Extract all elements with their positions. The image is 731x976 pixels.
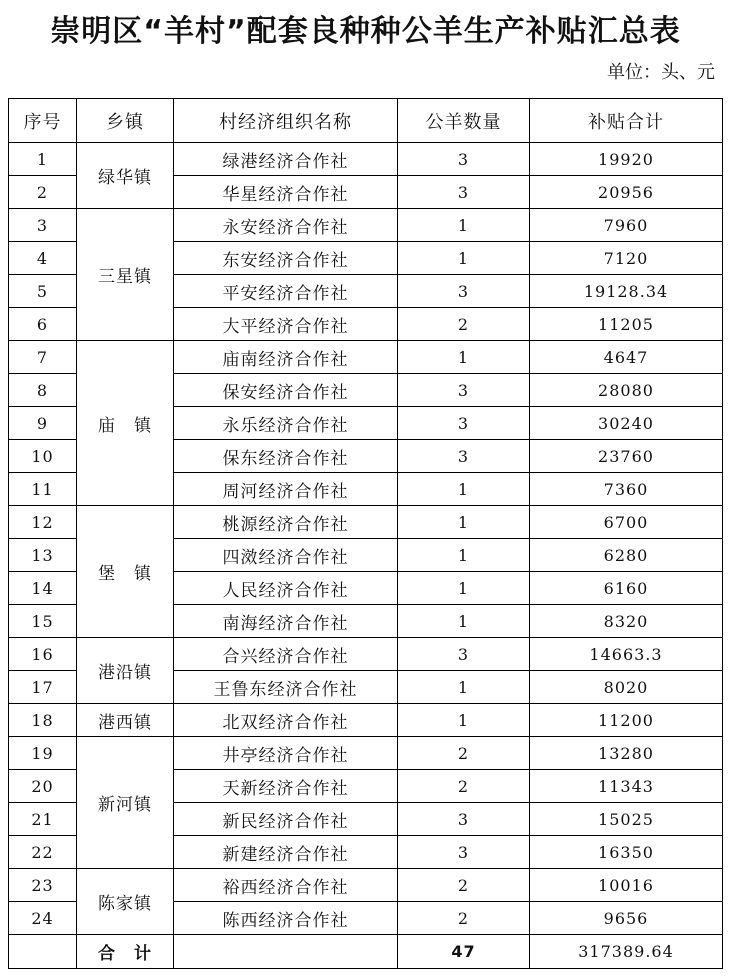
ram-count: 3 [398, 374, 530, 407]
org-name: 四滧经济合作社 [174, 539, 398, 572]
town-name: 港西镇 [77, 704, 174, 737]
org-name: 南海经济合作社 [174, 605, 398, 638]
header-no: 序号 [9, 99, 77, 143]
ram-count: 1 [398, 209, 530, 242]
ram-count: 1 [398, 572, 530, 605]
table-body [9, 143, 723, 935]
ram-count: 3 [398, 638, 530, 671]
subsidy-amount: 8320 [530, 605, 723, 638]
header-town: 乡镇 [77, 99, 174, 143]
ram-count: 3 [398, 143, 530, 176]
ram-count: 2 [398, 737, 530, 770]
subsidy-amount: 11200 [530, 704, 723, 737]
org-name: 绿港经济合作社 [174, 143, 398, 176]
table-row [9, 341, 723, 374]
ram-count: 1 [398, 704, 530, 737]
subsidy-amount: 28080 [530, 374, 723, 407]
town-name: 新河镇 [77, 737, 174, 869]
town-name: 陈家镇 [77, 869, 174, 935]
row-number: 23 [9, 869, 77, 902]
subsidy-amount: 19920 [530, 143, 723, 176]
row-number: 10 [9, 440, 77, 473]
org-name: 新建经济合作社 [174, 836, 398, 869]
org-name: 陈西经济合作社 [174, 902, 398, 935]
row-number: 5 [9, 275, 77, 308]
subsidy-amount: 20956 [530, 176, 723, 209]
org-name: 平安经济合作社 [174, 275, 398, 308]
subsidy-table [8, 98, 723, 969]
row-number: 14 [9, 572, 77, 605]
subsidy-amount: 7120 [530, 242, 723, 275]
town-name: 庙 镇 [77, 341, 174, 506]
subsidy-amount: 7960 [530, 209, 723, 242]
org-name: 北双经济合作社 [174, 704, 398, 737]
table-row [9, 737, 723, 770]
org-name: 王鲁东经济合作社 [174, 671, 398, 704]
ram-count: 1 [398, 539, 530, 572]
total-row [9, 935, 723, 969]
row-number: 16 [9, 638, 77, 671]
row-number: 7 [9, 341, 77, 374]
table-row [9, 143, 723, 176]
row-number: 9 [9, 407, 77, 440]
subsidy-amount: 8020 [530, 671, 723, 704]
row-number: 19 [9, 737, 77, 770]
row-number: 13 [9, 539, 77, 572]
subsidy-amount: 11343 [530, 770, 723, 803]
ram-count: 3 [398, 803, 530, 836]
town-name: 堡 镇 [77, 506, 174, 638]
town-name: 港沿镇 [77, 638, 174, 704]
subsidy-amount: 11205 [530, 308, 723, 341]
subsidy-amount: 16350 [530, 836, 723, 869]
org-name: 庙南经济合作社 [174, 341, 398, 374]
row-number: 17 [9, 671, 77, 704]
row-number: 8 [9, 374, 77, 407]
total-org-cell [174, 935, 398, 969]
subsidy-amount: 6160 [530, 572, 723, 605]
row-number: 4 [9, 242, 77, 275]
org-name: 裕西经济合作社 [174, 869, 398, 902]
header-count: 公羊数量 [398, 99, 530, 143]
org-name: 合兴经济合作社 [174, 638, 398, 671]
row-number: 15 [9, 605, 77, 638]
ram-count: 3 [398, 407, 530, 440]
subsidy-amount: 30240 [530, 407, 723, 440]
table-row [9, 869, 723, 902]
ram-count: 1 [398, 605, 530, 638]
header-subsidy: 补贴合计 [530, 99, 723, 143]
row-number: 12 [9, 506, 77, 539]
row-number: 3 [9, 209, 77, 242]
org-name: 华星经济合作社 [174, 176, 398, 209]
org-name: 人民经济合作社 [174, 572, 398, 605]
table-row [9, 704, 723, 737]
ram-count: 1 [398, 242, 530, 275]
total-no-cell [9, 935, 77, 969]
ram-count: 1 [398, 671, 530, 704]
org-name: 新民经济合作社 [174, 803, 398, 836]
subsidy-amount: 14663.3 [530, 638, 723, 671]
header-org: 村经济组织名称 [174, 99, 398, 143]
row-number: 24 [9, 902, 77, 935]
subsidy-amount: 23760 [530, 440, 723, 473]
subsidy-amount: 9656 [530, 902, 723, 935]
row-number: 11 [9, 473, 77, 506]
ram-count: 3 [398, 836, 530, 869]
ram-count: 3 [398, 275, 530, 308]
table-row [9, 209, 723, 242]
total-label: 合 计 [77, 935, 174, 969]
table-row [9, 638, 723, 671]
org-name: 天新经济合作社 [174, 770, 398, 803]
town-name: 绿华镇 [77, 143, 174, 209]
ram-count: 2 [398, 902, 530, 935]
subsidy-amount: 4647 [530, 341, 723, 374]
subsidy-amount: 7360 [530, 473, 723, 506]
subsidy-amount: 10016 [530, 869, 723, 902]
row-number: 18 [9, 704, 77, 737]
org-name: 东安经济合作社 [174, 242, 398, 275]
org-name: 周河经济合作社 [174, 473, 398, 506]
ram-count: 3 [398, 440, 530, 473]
ram-count: 1 [398, 341, 530, 374]
row-number: 2 [9, 176, 77, 209]
page-title: 崇明区“羊村”配套良种种公羊生产补贴汇总表 [50, 14, 681, 49]
town-name: 三星镇 [77, 209, 174, 341]
table-row [9, 506, 723, 539]
ram-count: 2 [398, 770, 530, 803]
subsidy-amount: 15025 [530, 803, 723, 836]
row-number: 6 [9, 308, 77, 341]
subsidy-amount: 19128.34 [530, 275, 723, 308]
org-name: 永乐经济合作社 [174, 407, 398, 440]
ram-count: 1 [398, 473, 530, 506]
ram-count: 1 [398, 506, 530, 539]
row-number: 21 [9, 803, 77, 836]
subsidy-amount: 6280 [530, 539, 723, 572]
row-number: 1 [9, 143, 77, 176]
ram-count: 3 [398, 176, 530, 209]
org-name: 桃源经济合作社 [174, 506, 398, 539]
subsidy-amount: 6700 [530, 506, 723, 539]
total-count: 47 [398, 935, 530, 969]
org-name: 保东经济合作社 [174, 440, 398, 473]
org-name: 大平经济合作社 [174, 308, 398, 341]
row-number: 20 [9, 770, 77, 803]
ram-count: 2 [398, 869, 530, 902]
subsidy-amount: 13280 [530, 737, 723, 770]
org-name: 井亭经济合作社 [174, 737, 398, 770]
org-name: 保安经济合作社 [174, 374, 398, 407]
total-subsidy: 317389.64 [530, 935, 723, 969]
unit-label: 单位：头、元 [607, 62, 715, 83]
table-header-row [9, 99, 723, 143]
org-name: 永安经济合作社 [174, 209, 398, 242]
row-number: 22 [9, 836, 77, 869]
ram-count: 2 [398, 308, 530, 341]
